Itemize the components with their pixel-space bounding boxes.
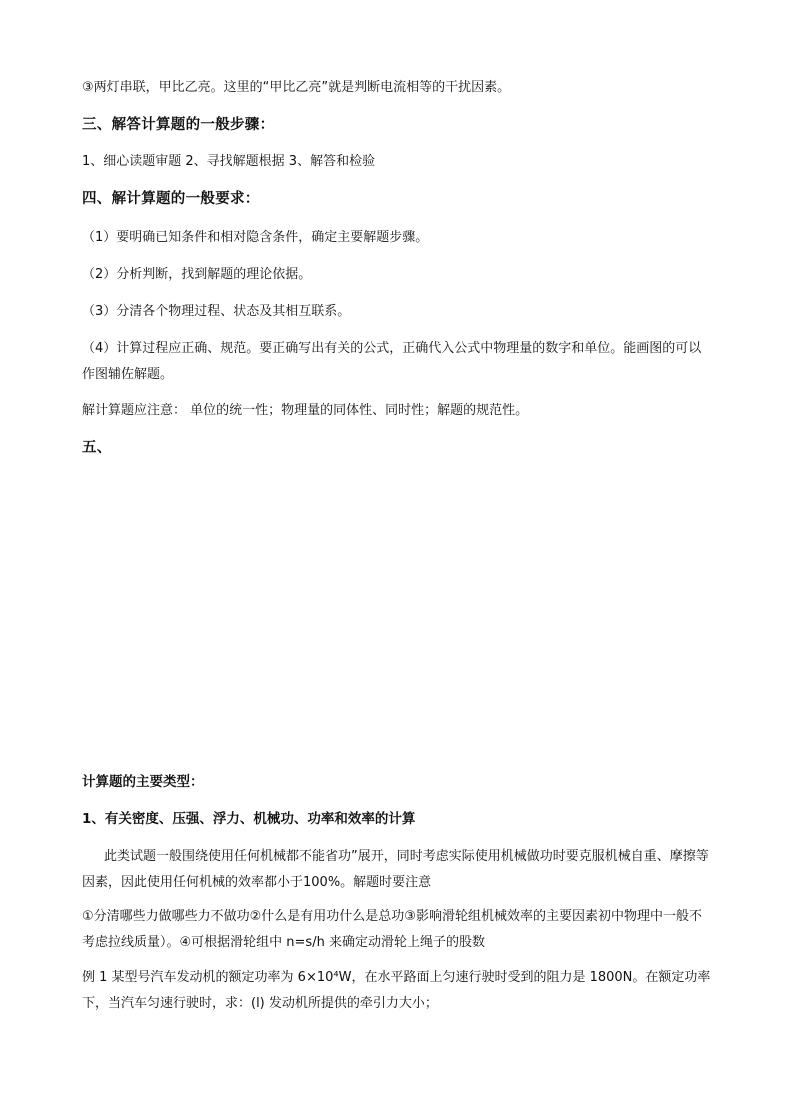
section-heading-4: 四、解计算题的一般要求： <box>82 191 260 207</box>
solving-steps-line: 1、细心读题审题 2、寻找解题根据 3、解答和检验 <box>82 154 376 169</box>
example-1: 例 1 某型号汽车发动机的额定功率为 6×10⁴W，在水平路面上匀速行驶时受到的阻力是 1800N。在额定功率下，当汽车匀速行驶时，求：(l) 发动机所提供的牵引力大小； <box>82 970 711 1011</box>
calc-type-1-paragraph: 此类试题一般围绕使用任何机械都不能省功”展开，同时考虑实际使用机械做功时要克服机械自重、摩擦等因素，因此使用任何机械的效率都小于100%。解题时要注意 <box>82 849 709 890</box>
calc-type-1-notes: ①分清哪些力做哪些力不做功②什么是有用功什么是总功③影响滑轮组机械效率的主要因素初中物理中一般不考虑拉线质量）。④可根据滑轮组中 n=s/h 来确定动滑轮上绳子的股数 <box>82 909 702 950</box>
requirement-4: （4）计算过程应正确、规范。要正确写出有关的公式，正确代入公式中物理量的数字和单位。能画图的可以作图辅佐解题。 <box>82 341 702 382</box>
section-heading-5: 五、 <box>82 440 112 456</box>
calc-types-title: 计算题的主要类型： <box>82 774 204 790</box>
requirement-3: （3）分清各个物理过程、状态及其相互联系。 <box>82 304 351 319</box>
section-heading-3: 三、解答计算题的一般步骤： <box>82 117 275 133</box>
calc-type-1-title: 1、有关密度、压强、浮力、机械功、功率和效率的计算 <box>82 811 416 827</box>
example-note-line: ③两灯串联，甲比乙亮。这里的“甲比乙亮”就是判断电流相等的干扰因素。 <box>82 80 511 95</box>
requirement-1: （1）要明确已知条件和相对隐含条件，确定主要解题步骤。 <box>82 230 429 245</box>
attention-note: 解计算题应注意： 单位的统一性；物理量的同体性、同时性；解题的规范性。 <box>82 403 529 418</box>
requirement-2: （2）分析判断，找到解题的理论依据。 <box>82 267 312 282</box>
